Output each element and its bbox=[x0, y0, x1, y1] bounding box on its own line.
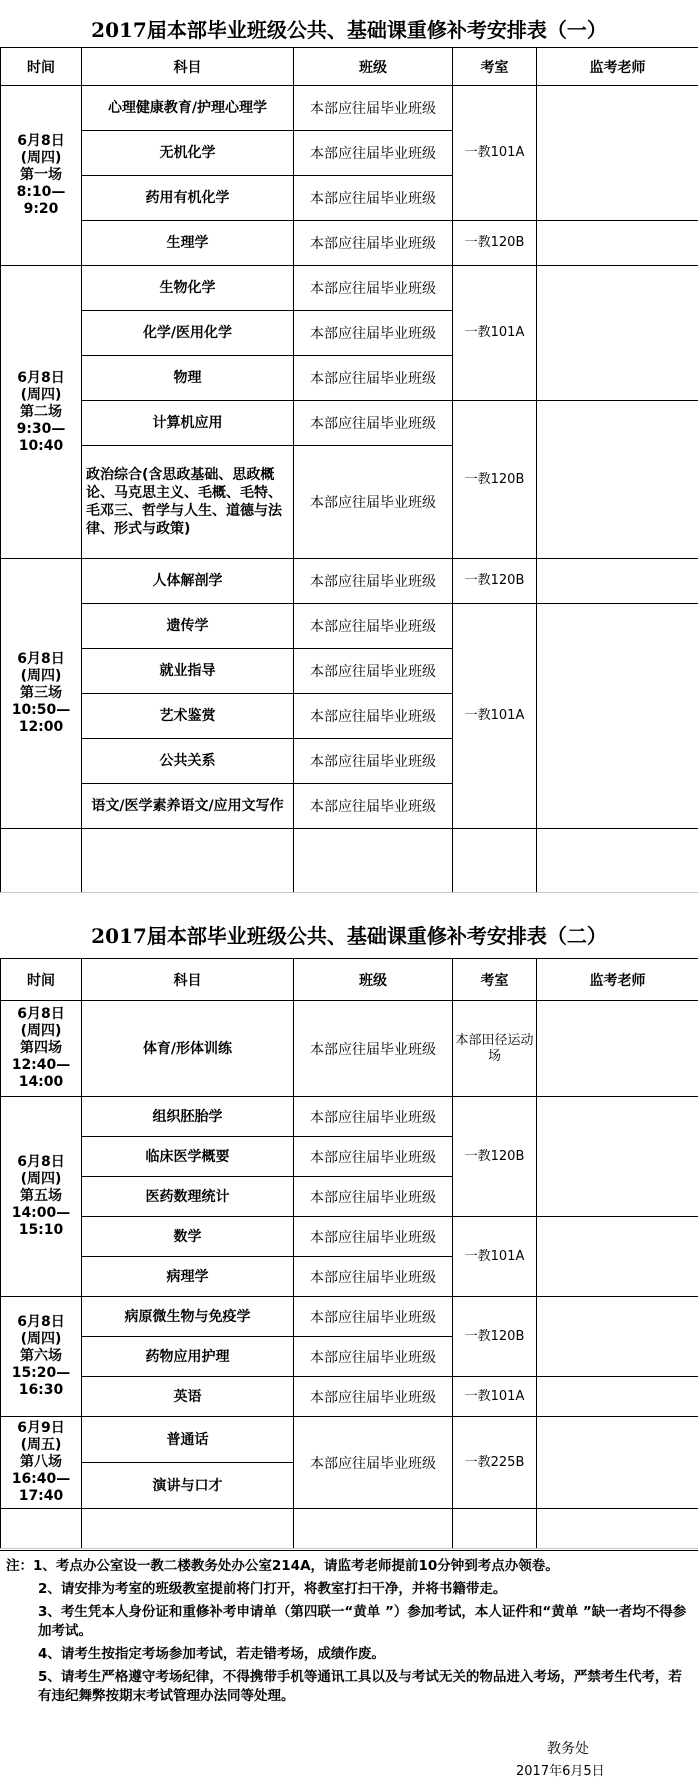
session-time: 6月8日 (周四) 第六场 15:20— 16:30 bbox=[1, 1297, 82, 1417]
schedule-table-1 bbox=[0, 47, 698, 893]
room-cell: 一教120B bbox=[453, 1297, 537, 1377]
class-cell: 本部应往届毕业班级 bbox=[294, 1257, 453, 1297]
class-cell: 本部应往届毕业班级 bbox=[294, 356, 453, 401]
subject-cell: 物理 bbox=[82, 356, 294, 401]
class-cell: 本部应往届毕业班级 bbox=[294, 784, 453, 829]
table1-title: 2017届本部毕业班级公共、基础课重修补考安排表（一） bbox=[91, 18, 607, 42]
room-cell: 一教101A bbox=[453, 266, 537, 401]
empty-cell bbox=[537, 829, 698, 893]
class-cell: 本部应往届毕业班级 bbox=[294, 559, 453, 604]
subject-cell: 普通话 bbox=[82, 1417, 294, 1463]
class-cell: 本部应往届毕业班级 bbox=[294, 446, 453, 559]
header-subject: 科目 bbox=[82, 959, 294, 1001]
session-time: 6月8日 (周四) 第五场 14:00— 15:10 bbox=[1, 1097, 82, 1297]
subject-cell: 数学 bbox=[82, 1217, 294, 1257]
header-class: 班级 bbox=[294, 48, 453, 86]
class-cell: 本部应往届毕业班级 bbox=[294, 1097, 453, 1137]
class-cell: 本部应往届毕业班级 bbox=[294, 266, 453, 311]
subject-cell: 遗传学 bbox=[82, 604, 294, 649]
subject-cell: 医药数理统计 bbox=[82, 1177, 294, 1217]
proctor-cell bbox=[537, 1297, 698, 1377]
empty-cell bbox=[453, 1509, 537, 1549]
note-2: 2、请安排为考室的班级教室提前将门打开，将教室打扫干净，并将书籍带走。 bbox=[38, 1581, 507, 1597]
proctor-cell bbox=[537, 221, 698, 266]
header-class: 班级 bbox=[294, 959, 453, 1001]
room-cell: 一教120B bbox=[453, 559, 537, 604]
proctor-cell bbox=[537, 1097, 698, 1217]
empty-cell bbox=[82, 829, 294, 893]
class-cell: 本部应往届毕业班级 bbox=[294, 1217, 453, 1257]
class-cell: 本部应往届毕业班级 bbox=[294, 1177, 453, 1217]
note-3: 3、考生凭本人身份证和重修补考申请单（第四联一“黄单 ”）参加考试，本人证件和“黄单 ”缺一者均不得参加考试。 bbox=[38, 1604, 687, 1639]
class-cell: 本部应往届毕业班级 bbox=[294, 311, 453, 356]
room-cell: 本部田径运动场 bbox=[453, 1001, 537, 1097]
empty-cell bbox=[294, 829, 453, 893]
room-cell: 一教101A bbox=[453, 86, 537, 221]
note-1: 注：1、考点办公室设一教二楼教务处办公室214A，请监考老师提前10分钟到考点办领卷。 bbox=[6, 1558, 559, 1574]
room-cell: 一教101A bbox=[453, 1377, 537, 1417]
header-proctor: 监考老师 bbox=[537, 959, 698, 1001]
subject-cell: 病理学 bbox=[82, 1257, 294, 1297]
class-cell: 本部应往届毕业班级 bbox=[294, 131, 453, 176]
class-cell: 本部应往届毕业班级 bbox=[294, 604, 453, 649]
subject-cell: 体育/形体训练 bbox=[82, 1001, 294, 1097]
signature-date: 2017年6月5日 bbox=[516, 1764, 605, 1779]
subject-cell: 演讲与口才 bbox=[82, 1463, 294, 1509]
header-subject: 科目 bbox=[82, 48, 294, 86]
proctor-cell bbox=[537, 604, 698, 829]
session-time: 6月8日 (周四) 第二场 9:30— 10:40 bbox=[1, 266, 82, 559]
subject-cell: 就业指导 bbox=[82, 649, 294, 694]
header-room: 考室 bbox=[453, 959, 537, 1001]
subject-cell: 药用有机化学 bbox=[82, 176, 294, 221]
subject-cell: 生物化学 bbox=[82, 266, 294, 311]
class-cell: 本部应往届毕业班级 bbox=[294, 739, 453, 784]
room-cell: 一教101A bbox=[453, 604, 537, 829]
subject-cell: 药物应用护理 bbox=[82, 1337, 294, 1377]
table2-title: 2017届本部毕业班级公共、基础课重修补考安排表（二） bbox=[91, 924, 607, 948]
class-cell: 本部应往届毕业班级 bbox=[294, 649, 453, 694]
empty-cell bbox=[294, 1509, 453, 1549]
subject-cell: 语文/医学素养语文/应用文写作 bbox=[82, 784, 294, 829]
class-cell: 本部应往届毕业班级 bbox=[294, 1377, 453, 1417]
subject-cell: 临床医学概要 bbox=[82, 1137, 294, 1177]
subject-cell: 公共关系 bbox=[82, 739, 294, 784]
subject-cell: 政治综合(含思政基础、思政概论、马克思主义、毛概、毛特、毛邓三、哲学与人生、道德与法律、形式与政策) bbox=[82, 446, 294, 559]
proctor-cell bbox=[537, 1001, 698, 1097]
subject-cell: 艺术鉴赏 bbox=[82, 694, 294, 739]
class-cell: 本部应往届毕业班级 bbox=[294, 221, 453, 266]
empty-cell bbox=[82, 1509, 294, 1549]
class-cell: 本部应往届毕业班级 bbox=[294, 1297, 453, 1337]
class-cell: 本部应往届毕业班级 bbox=[294, 694, 453, 739]
class-cell: 本部应往届毕业班级 bbox=[294, 1337, 453, 1377]
session-time: 6月8日 (周四) 第三场 10:50— 12:00 bbox=[1, 559, 82, 829]
subject-cell: 人体解剖学 bbox=[82, 559, 294, 604]
header-room: 考室 bbox=[453, 48, 537, 86]
subject-cell: 病原微生物与免疫学 bbox=[82, 1297, 294, 1337]
class-cell: 本部应往届毕业班级 bbox=[294, 176, 453, 221]
subject-cell: 化学/医用化学 bbox=[82, 311, 294, 356]
subject-cell: 计算机应用 bbox=[82, 401, 294, 446]
room-cell: 一教225B bbox=[453, 1417, 537, 1509]
session-time: 6月8日 (周四) 第一场 8:10— 9:20 bbox=[1, 86, 82, 266]
class-cell: 本部应往届毕业班级 bbox=[294, 401, 453, 446]
class-cell: 本部应往届毕业班级 bbox=[294, 1137, 453, 1177]
empty-cell bbox=[1, 829, 82, 893]
room-cell: 一教120B bbox=[453, 401, 537, 559]
room-cell: 一教120B bbox=[453, 221, 537, 266]
proctor-cell bbox=[537, 1377, 698, 1417]
header-proctor: 监考老师 bbox=[537, 48, 698, 86]
empty-cell bbox=[1, 1509, 82, 1549]
note-4: 4、请考生按指定考场参加考试，若走错考场，成绩作废。 bbox=[38, 1646, 385, 1662]
proctor-cell bbox=[537, 559, 698, 604]
class-cell: 本部应往届毕业班级 bbox=[294, 1417, 453, 1509]
subject-cell: 组织胚胎学 bbox=[82, 1097, 294, 1137]
header-time: 时间 bbox=[1, 48, 82, 86]
session-time: 6月9日 (周五) 第八场 16:40— 17:40 bbox=[1, 1417, 82, 1509]
note-5: 5、请考生严格遵守考场纪律，不得携带手机等通讯工具以及与考试无关的物品进入考场，严禁考生代考，若有违纪舞弊按期末考试管理办法同等处理。 bbox=[38, 1669, 682, 1704]
session-time: 6月8日 (周四) 第四场 12:40— 14:00 bbox=[1, 1001, 82, 1097]
subject-cell: 英语 bbox=[82, 1377, 294, 1417]
subject-cell: 无机化学 bbox=[82, 131, 294, 176]
empty-cell bbox=[453, 829, 537, 893]
room-cell: 一教101A bbox=[453, 1217, 537, 1297]
subject-cell: 心理健康教育/护理心理学 bbox=[82, 86, 294, 131]
room-cell: 一教120B bbox=[453, 1097, 537, 1217]
subject-cell: 生理学 bbox=[82, 221, 294, 266]
signature-office: 教务处 bbox=[547, 1741, 589, 1757]
header-time: 时间 bbox=[1, 959, 82, 1001]
class-cell: 本部应往届毕业班级 bbox=[294, 86, 453, 131]
proctor-cell bbox=[537, 1217, 698, 1297]
proctor-cell bbox=[537, 86, 698, 221]
notes-section bbox=[0, 1550, 698, 1706]
proctor-cell bbox=[537, 266, 698, 401]
class-cell: 本部应往届毕业班级 bbox=[294, 1001, 453, 1097]
proctor-cell bbox=[537, 401, 698, 559]
empty-cell bbox=[537, 1509, 698, 1549]
proctor-cell bbox=[537, 1417, 698, 1509]
schedule-table-2 bbox=[0, 958, 698, 1549]
